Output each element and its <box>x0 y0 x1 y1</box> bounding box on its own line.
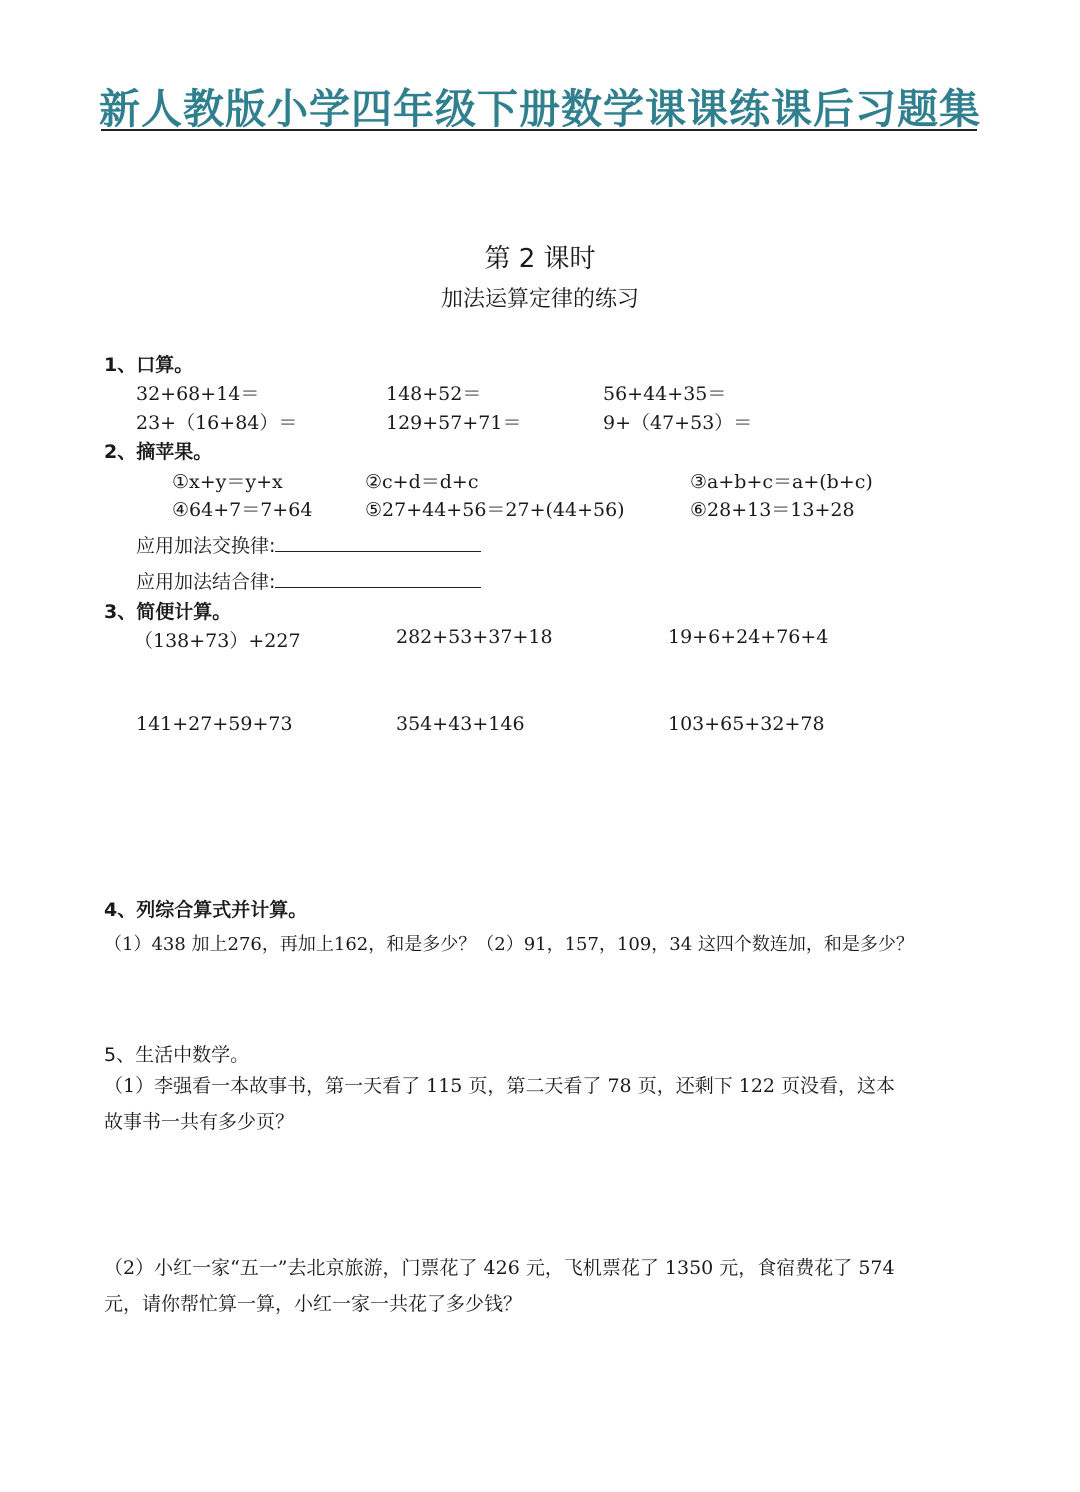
s2-equation: ①x+y＝y+x <box>172 471 283 493</box>
s2-equation: ④64+7＝7+64 <box>172 499 313 521</box>
section-2-heading: 2、摘苹果。 <box>104 441 213 463</box>
s2-equation: ⑥28+13＝13+28 <box>690 499 855 521</box>
s5-question-1-line-1: （1）李强看一本故事书，第一天看了 115 页，第二天看了 78 页，还剩下 122 页没看，这本 <box>104 1075 896 1097</box>
s3-problem: 282+53+37+18 <box>396 626 553 648</box>
s1-problem: 56+44+35＝ <box>603 383 727 405</box>
s5-question-2-line-1: （2）小红一家“五一”去北京旅游，门票花了 426 元，飞机票花了 1350 元，食宿费花了 574 <box>104 1257 895 1279</box>
header-divider <box>101 129 977 131</box>
s3-problem: 141+27+59+73 <box>136 713 293 735</box>
s2-equation: ⑤27+44+56＝27+(44+56) <box>365 499 625 521</box>
s3-problem: 354+43+146 <box>396 713 525 735</box>
associative-label: 应用加法结合律: <box>136 571 276 593</box>
s2-equation: ③a+b+c＝a+(b+c) <box>690 471 873 493</box>
section-4-heading: 4、列综合算式并计算。 <box>104 899 308 921</box>
s3-problem: 103+65+32+78 <box>668 713 825 735</box>
section-3-heading: 3、简便计算。 <box>104 601 232 623</box>
s4-problems: （1）438 加上276，再加上162，和是多少？（2）91，157，109，34 这四个数连加，和是多少？ <box>104 934 914 955</box>
s5-question-1-line-2: 故事书一共有多少页？ <box>104 1111 295 1133</box>
associative-answer-blank[interactable] <box>275 569 481 588</box>
lesson-title: 加法运算定律的练习 <box>440 287 639 312</box>
page-header-title: 新人教版小学四年级下册数学课课练课后习题集 <box>99 85 981 133</box>
s1-problem: 23+（16+84）＝ <box>136 412 298 434</box>
s1-problem: 32+68+14＝ <box>136 383 260 405</box>
section-1-heading: 1、口算。 <box>104 354 194 376</box>
s3-problem: 19+6+24+76+4 <box>668 626 829 648</box>
s1-problem: 9+（47+53）＝ <box>603 412 753 434</box>
section-5-heading: 5、生活中数学。 <box>104 1044 250 1066</box>
s3-problem: （138+73）+227 <box>134 630 301 652</box>
associative-answer-row <box>136 567 481 594</box>
commutative-label: 应用加法交换律: <box>136 535 276 557</box>
commutative-answer-blank[interactable] <box>275 533 481 552</box>
s5-question-2-line-2: 元，请你帮忙算一算，小红一家一共花了多少钱？ <box>104 1293 523 1315</box>
s1-problem: 148+52＝ <box>386 383 482 405</box>
s1-problem: 129+57+71＝ <box>386 412 522 434</box>
s2-equation: ②c+d＝d+c <box>365 471 479 493</box>
lesson-number: 第 2 课时 <box>484 244 596 274</box>
commutative-answer-row <box>136 531 481 558</box>
